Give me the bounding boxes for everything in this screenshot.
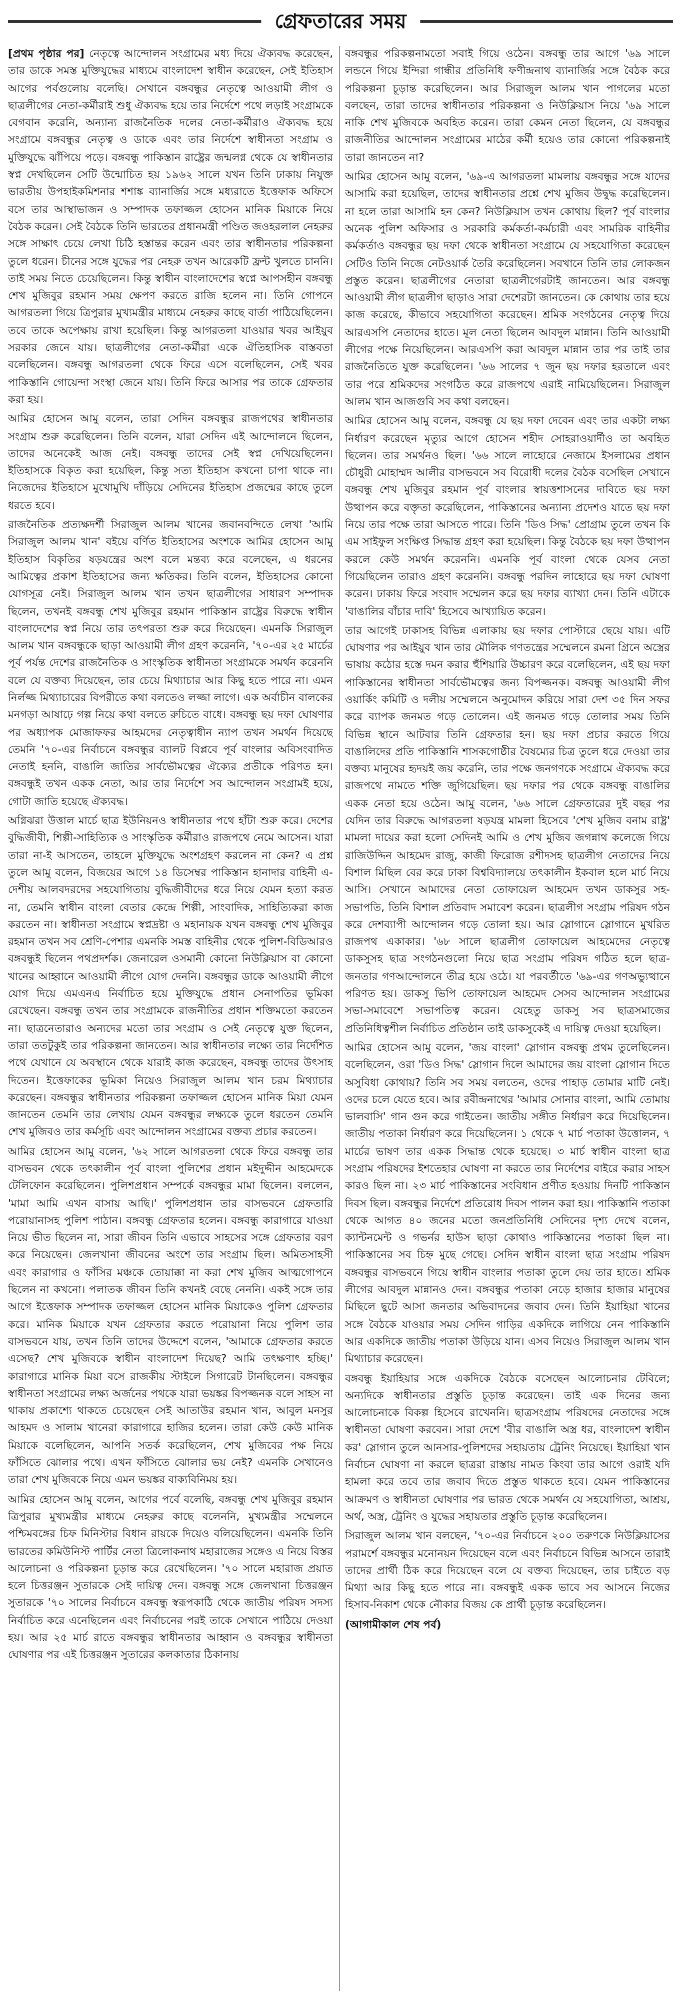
paragraph-left-6: [8, 1492, 333, 1665]
paragraph-right-1: [345, 46, 670, 167]
paragraph-text: আমির হোসেন আমু বলেন, আগের পর্বে বলেছি, বঙ্গবন্ধু শেখ মুজিবুর রহমান ত্রিপুরার মুখ্যমন্ত্রীর মাধ্যমে নেহরুর কাছে বলেননি, মুখ্যমন্ত্রীর সম্মেলনে পশ্চিমবঙ্গের চিফ মিনিস্টার বিধান রায়কে দিয়েও বলিয়েছিলেন। এমনকি তিনি ভারতের কমিউনিস্ট পার্টির নেতা ত্রিলোকনাথ মহারাজের সঙ্গেও এ নিয়ে বিস্তর আলোচনা ও পরিকল্পনা চূড়ান্ত করে রেখেছিলেন। '৭০ সালে মহারাজ প্রয়াত হলে চিত্তরঞ্জন সুতারকে সেই দায়িত্ব দেন। বঙ্গবন্ধু সঙ্গে জেলখানা চিত্তরঞ্জন সুতারকে '৭০ সালের নির্বাচনে বঙ্গবন্ধু স্বরূপকাঠি থেকে জাতীয় পরিষদ সদস্য নির্বাচিত করে এনেছিলেন এবং নির্বাচনের পরই তাকে সেখানে পাঠিয়ে দেওয়া হয়। আর ২৫ মার্চ রাতে বঙ্গবন্ধুর স্বাধীনতার আহ্বান ও বঙ্গবন্ধুর স্বাধীনতা ঘোষণার পর এই চিত্তরঞ্জন সুতারের কলকাতার ঠিকানায়: [8, 1493, 333, 1662]
paragraph-left-1: [8, 46, 333, 409]
paragraph-right-4: [345, 623, 670, 1038]
paragraph-text: রাজনৈতিক প্রত্যক্ষদর্শী সিরাজুল আলম খানের জবানবন্দিতে লেখা 'আমি সিরাজুল আলম খান' বইয়ে বর্ণিত ইতিহাসের অংশকে আমির হোসেন আমু ইতিহাস বিকৃতির ষড়যন্ত্রের অংশ বলে মন্তব্য করে বলেছেন, এ ধরনের আমিত্বের প্রকাশ ইতিহাসের জন্য ক্ষতিকর। তিনি বলেন, ইতিহাসের কোনো যোগসূত্র নেই। সিরাজুল আলম খান তখন ছাত্রলীগের সাধারণ সম্পাদক ছিলেন, তখনই বঙ্গবন্ধু শেখ মুজিবুর রহমান পাকিস্তান রাষ্ট্রের বিরুদ্ধে স্বাধীন বাংলাদেশের স্বপ্ন নিয়ে তার তৎপরতা শুরু করে দিয়েছেন। এমনকি সিরাজুল আলম খান বঙ্গবন্ধুকে ছাড়া আওয়ামী লীগ গ্রহণ করেননি, '৭০-এর ২৫ মার্চের পূর্ব পর্যন্ত দেশের রাজনৈতিক ও সাংস্কৃতিক স্বাধীনতা সংগ্রামকে সমর্থন করেননি বলে যে বক্তব্য দিয়েছেন, তার চেয়ে মিথ্যাচার আর কিছু হতে পারে না। এমন নির্লজ্জ মিথ্যাচারের বিপরীতে কথা বলতেও লজ্জা লাগে। এক অর্বাচীন বালকের মনগড়া আষাঢ়ে গল্প নিয়ে কথা বলতে রুচিতে বাধে। বঙ্গবন্ধু ছয় দফা ঘোষণার পর অধ্যাপক মোজাফফর আহমদের নেতৃত্বাধীন ন্যাপ তখন সমর্থন দিয়েছে তেমনি '৭০-এর নির্বাচনে বঙ্গবন্ধুর ব্যালট বিপ্লবে পূর্ব বাংলার অবিসংবাদিত নেতাই হননি, বাঙালি জাতির সার্বভৌমত্বের ঐক্যের প্রতীকে পরিণত হন। বঙ্গবন্ধুই তখন একক নেতা, আর তার নির্দেশে সব আন্দোলন সংগ্রামই হয়ে, গোটা জাতি হয়েছে ঐক্যবদ্ধ।: [8, 519, 333, 808]
article-title: গ্রেফতারের সময়: [261, 8, 421, 34]
continuation-note: (আগামীকাল শেষ পর্ব): [345, 1618, 442, 1631]
paragraph-text: তার আগেই ঢাকাসহ বিভিন্ন এলাকায় ছয় দফার পোস্টারে ছেয়ে যায়। এটি ঘোষণার পর আইয়ুব খান তার মৌলিক গণতন্ত্রের সম্মেলনে রমনা গ্রিনে অস্ত্রের ভাষায় কঠোর হস্তে দমন করার হুঁশিয়ারি উচ্চারণ করে বলেছিলেন, এই ছয় দফা পাকিস্তানের স্বাধীনতা সার্বভৌমত্বের জন্য বিপজ্জনক। বঙ্গবন্ধু আওয়ামী লীগ ওয়ার্কিং কমিটি ও দলীয় সম্মেলনে অনুমোদন করিয়ে সারা দেশ ৩৫ দিন সফর করে ব্যাপক জনমত গড়ে তোলেন। এই জনমত গড়ে তোলার সময় তিনি বিভিন্ন স্থানে আটবার তিনি গ্রেফতার হন। ছয় দফা প্রচার করতে গিয়ে বাঙালিদের প্রতি পাকিস্তানি শাসকগোষ্ঠীর বৈষম্যের চিত্র তুলে ধরে দেওয়া তার বক্তব্য মানুষের হৃদয়ই জয় করেনি, তার পক্ষে জনগণকে সংগ্রামে ঐক্যবদ্ধ করে রাজপথে নামতে শক্তি জুগিয়েছিল। ছয় দফার পর থেকে বঙ্গবন্ধু বাঙালির একক নেতা হয়ে ওঠেন। আমু বলেন, '৬৬ সালে গ্রেফতারের দুই বছর পর যেদিন তার বিরুদ্ধে আগরতলা ষড়যন্ত্র মামলা হিসেবে 'শেখ মুজিব বনাম রাষ্ট্র' মামলা দায়ের করা হলো সেদিনই আমি ও শেখ মুজিব জগন্নাথ কলেজে গিয়ে রাজিউদ্দিন আহমেদ রাজু, কাজী ফিরোজ রশীদসহ ছাত্রলীগ নেতাদের নিয়ে বিশাল মিছিল বের করে ঢাকা বিশ্ববিদ্যালয়ে তৎকালীন ইকবাল হলে মার্চ নিয়ে আসি। সেখানে আমাদের নেতা তোফায়েল আহমেদ তখন ডাকসুর সহ-সভাপতি, তিনি বিশাল প্রতিবাদ সমাবেশ করেন। ছাত্রলীগ সংগ্রাম পরিষদ গঠন করে দেশব্যাপী আন্দোলন গড়ে তোলা হয়। আর স্লোগানে স্লোগানে মুখরিত রাজপথ একাকার। '৬৮ সালে ছাত্রলীগ তোফায়েল আহমেদের নেতৃত্বে ডাকসুসহ ছাত্র সংগঠনগুলো নিয়ে ছাত্র সংগ্রাম পরিষদ গঠিত হলে ছাত্র-জনতার গণআন্দোলনে তীব্র হয়ে ওঠে। যা পরবর্তীতে '৬৯-এর গণঅভ্যুত্থানে পরিণত হয়। ডাকসু ভিপি তোফায়েল আহমেদ সেসব আন্দোলন সংগ্রামের সভা-সমাবেশে সভাপতিত্ব করেন। যেহেতু ডাকসু সব ছাত্রসমাজের প্রতিনিধিত্বশীল নির্বাচিত প্রতিষ্ঠান তাই ডাকসুকেই এ দায়িত্ব দেওয়া হয়েছিল।: [345, 624, 670, 1035]
left-column: [8, 46, 333, 1996]
continuation-marker: [প্রথম পৃষ্ঠার পর]: [8, 48, 85, 60]
article-header: [8, 8, 673, 34]
paragraph-text: আমির হোসেন আমু বলেন, 'জয় বাংলা' স্লোগান বঙ্গবন্ধু প্রথম তুলেছিলেন। বলেছিলেন, ওরা 'ডিও সিদ্ধ' স্লোগান দিলে আমাদের জয় বাংলা স্লোগান দিতে অসুবিধা কোথায়? তিনি সব সময় বলতেন, ওদের পাহাড় তোমার মাটি নেই। ওদের চলে যেতে হবে। আর রবীন্দ্রনাথের 'আমার সোনার বাংলা, আমি তোমায় ভালবাসি' গান গুন করে গাইতেন। জাতীয় সঙ্গীত নির্ধারণ করে দিয়েছিলেন। জাতীয় পতাকা নির্ধারণ করে দিয়েছিলেন। ১ থেকে ৭ মার্চ পতাকা উত্তোলন, ৭ মার্চের ভাষণ তার একক সিদ্ধান্ত থেকে হয়েছে। ৩ মার্চ স্বাধীন বাংলা ছাত্র সংগ্রাম পরিষদের ইশতেহার ঘোষণা না করতে তার নির্দেশের বাইরে করার সাহস কারও ছিল না। ২৩ মার্চ পাকিস্তানের সংবিধান প্রণীত হওয়ায় দিনটি পাকিস্তান দিবস ছিল। বঙ্গবন্ধুর নির্দেশে প্রতিরোধ দিবস পালন করা হয়। পাকিস্তানি পতাকা থেকে আগত ৪০ জনের মতো জনপ্রতিনিধি সেদিনের দৃশ্য দেখে বলেন, ক্যান্টনমেন্ট ও গভর্নর হাউস ছাড়া কোথাও পাকিস্তানের পতাকা ছিল না। পাকিস্তানের সব চিহ্ন মুছে গেছে। সেদিন স্বাধীন বাংলা ছাত্র সংগ্রাম পরিষদ বঙ্গবন্ধুর বাসভবনে গিয়ে স্বাধীন বাংলার পতাকা তুলে দেয় তার হাতে। শ্রমিক লীগের আবদুল মান্নানও দেন। বঙ্গবন্ধুর পতাকা নেড়ে হাজার হাজার মানুষের মিছিলে ছুটে আসা জনতার অভিবাদনের জবাব দেন। তিনি ইয়াহিয়া খানের সঙ্গে বৈঠকে যাওয়ার সময় সেদিন গাড়ির একদিকে লাগিয়ে নেন পাকিস্তানি আর একদিকে জাতীয় পতাকা উড়িয়ে যান। এসব নিয়েও সিরাজুল আলম খান মিথ্যাচার করেছেন।: [345, 1041, 670, 1366]
paragraph-right-7: [345, 1528, 670, 1614]
paragraph-right-3: [345, 413, 670, 621]
paragraph-text: বঙ্গবন্ধু ইয়াহিয়ার সঙ্গে একদিকে বৈঠকে বসেছেন আলোচনার টেবিলে; অন্যদিকে স্বাধীনতার প্রস্তুতি চূড়ান্ত করেছেন। তাই এক দিনের জন্য আলোচনাকে বিকল্প হিসেবে রাখেননি। ছাত্রসংগ্রাম পরিষদের নেতাদের সঙ্গে স্বাধীনতা ঘোষণা করবেন। সারা দেশে 'বীর বাঙালি অস্ত্র ধর, বাংলাদেশ স্বাধীন কর' স্লোগান তুলে আনসার-পুলিশদের সহায়তায় ট্রেনিং নিয়েছে। ইয়াহিয়া খান নির্বাচন ঘোষণা না করলে ছাত্ররা রাস্তায় নামত কিংবা তার আগে ওরাই যদি হামলা করে তবে তার জবাব দিতে প্রস্তুত থাকতে হবে। যেমন পাকিস্তানের আক্রমণ ও স্বাধীনতা ঘোষণার পর ভারত থেকে সমর্থন যে সহযোগিতা, আশ্রয়, অর্থ, অস্ত্র, ট্রেনিং ও যুদ্ধের সহায়তার প্রস্তুতি চূড়ান্ত করেছিলেন।: [345, 1372, 670, 1523]
paragraph-text: আমির হোসেন আমু বলেন, বঙ্গবন্ধু যে ছয় দফা দেবেন এবং তার একটা লক্ষ্য নির্ধারণ করেছেন মৃত্যুর আগে হোসেন শহীদ সোহরাওয়ার্দীও তা অবহিত ছিলেন। তার সমর্থনও ছিল। '৬৬ সালে লাহোরে নেজামে ইসলামের প্রধান চৌধুরী মোহাম্মদ আলীর বাসভবনে সব বিরোধী দলের বৈঠক বসেছিল সেখানে বঙ্গবন্ধু শেখ মুজিবুর রহমান পূর্ব বাংলার স্বায়ত্তশাসনের দাবিতে ছয় দফা উত্থাপন করে বক্তৃতা করেছিলেন, পাকিস্তানের অন্যান্য প্রদেশও যাতে ছয় দফা নিয়ে তার পক্ষে তারা আসতে পারে। তিনি 'ডিও সিদ্ধ' প্রোগ্রাম তুলে তখন কি এম সাইফুল সংক্ষিপ্ত সিদ্ধান্ত গ্রহণ করা হয়েছিল। কিন্তু বৈঠকে ছয় দফা উত্থাপন করলে কেউ সমর্থন করেননি। এমনকি পূর্ব বাংলা থেকে যেসব নেতা গিয়েছিলেন তারাও গ্রহণ করেননি। বঙ্গবন্ধু পরদিন লাহোরে ছয় দফা ঘোষণা করেন। ঢাকায় ফিরে সংবাদ সম্মেলন করে ছয় দফার ব্যাখ্যা দেন। তিনি এটাকে 'বাঙালির বাঁচার দাবি' হিসেবে আখ্যায়িত করেন।: [345, 415, 670, 618]
paragraph-text: অগ্নিঝরা উত্তাল মার্চে ছাত্র ইউনিয়নও স্বাধীনতার পথে হাঁটা শুরু করে। দেশের বুদ্ধিজীবী, শিল্পী-সাহিত্যিক ও সাংস্কৃতিক কর্মীরাও রাজপথে নেমে আসেন। যারা তারা না-ই আসতেন, তাহলে মুক্তিযুদ্ধে অংশগ্রহণ করলেন না কেন? এ প্রশ্ন তুলে আমু বলেন, বিজয়ের আগে ১৪ ডিসেম্বর পাকিস্তান হানাদার বাহিনী এ-দেশীয় আলবদরদের সহযোগিতায় বুদ্ধিজীবীদের ধরে নিয়ে যেমন হত্যা করত না, তেমনি স্বাধীন বাংলা বেতার কেন্দ্রে শিল্পী, সাংবাদিক, সাহিত্যিকরা কাজ করতেন না। স্বাধীনতা সংগ্রামে স্বপ্নদ্রষ্টা ও মহানায়ক যখন বঙ্গবন্ধু শেখ মুজিবুর রহমান তখন সব শ্রেণি-পেশার এমনকি সমস্ত বাহিনীর থেকে পুলিশ-বিডিআরও বঙ্গবন্ধুই ছিলেন পথপ্রদর্শক। জেনারেল ওসমানী কোনো নিউক্লিয়াস বা কোনো খানের আহ্বানে আওয়ামী লীগে যোগ দেননি। বঙ্গবন্ধুর ডাকে আওয়ামী লীগে যোগ দিয়ে এমএনএ নির্বাচিত হয়ে মুক্তিযুদ্ধে প্রধান সেনাপতির ভূমিকা রেখেছেন। বঙ্গবন্ধু তখন তার সংগ্রামকে রাজনীতির প্রধান শক্তিমতো করতেন না। ছাত্রনেতারাও অন্যদের মতো তার সংগ্রাম ও সেই নেতৃত্বে যুক্ত ছিলেন, তারা ততটুকুই তার পরিকল্পনা জানতেন। আর স্বাধীনতার লক্ষ্যে তার নির্দেশিত পথে যেখানে যে অবস্থানে থেকে যারাই কাজ করেছেন, বঙ্গবন্ধু তাদের উৎসাহ দিতেন। ইত্তেফাকের ভূমিকা নিয়েও সিরাজুল আলম খান চরম মিথ্যাচার করেছেন। বঙ্গবন্ধুর স্বাধীনতার পরিকল্পনা তফাজ্জল হোসেন মানিক মিয়া যেমন জানতেন তেমনি তার লেখায় যেমন বঙ্গবন্ধুর লক্ষ্যকে তুলে ধরতেন তেমনি শেখ মুজিবও তার কর্মসূচি এবং আন্দোলন সংগ্রামের বক্তব্য প্রচার করতেন।: [8, 815, 333, 1139]
paragraph-left-3: [8, 517, 333, 811]
paragraph-right-6: [345, 1371, 670, 1527]
paragraph-left-2: [8, 411, 333, 515]
paragraph-right-5: [345, 1040, 670, 1369]
paragraph-text: আমির হোসেন আমু বলেন, তারা সেদিন বঙ্গবন্ধুর রাজপথের স্বাধীনতার সংগ্রাম শুরু করেছিলেন। তিনি বলেন, যারা সেদিন এই আন্দোলনে ছিলেন, তাদের অনেকেই আজ নেই। বঙ্গবন্ধু তাদের সেই স্বপ্ন দেখিয়েছিলেন। ইতিহাসকে বিকৃত করা হয়েছিল, কিন্তু সত্য ইতিহাস কখনো চাপা থাকে না। নিজেদের ইতিহাসে মুখোমুখি দাঁড়িয়ে সেদিনের ইতিহাস প্রজন্মের কাছে তুলে ধরতে হবে।: [8, 413, 333, 512]
paragraph-text: আমির হোসেন আমু বলেন, '৬৯-এ আগরতলা মামলায় বঙ্গবন্ধুর সঙ্গে যাদের আসামি করা হয়েছিল, তাদের স্বাধীনতার প্রশ্নে শেখ মুজিব উদ্বুদ্ধ করেছিলেন। না হলে তারা আসামি হন কেন? নিউক্লিয়াস তখন কোথায় ছিল? পূর্ব বাংলার অনেক পুলিশ অফিসার ও সরকারি কর্মকর্তা-কর্মচারী এবং সামরিক বাহিনীর কর্মকর্তাও বঙ্গবন্ধুর ছয় দফা থেকে স্বাধীনতা সংগ্রামে যে সহযোগিতা করেছেন সেটিও তিনি নিজে নেটওয়ার্ক তৈরি করেছিলেন। সবখানে তিনি তার লোকজন প্রস্তুত করেন। ছাত্রলীগের নেতারা ছাত্রলীগেরটাই জানতেন। আর বঙ্গবন্ধু আওয়ামী লীগ ছাত্রলীগ ছাড়াও সারা দেশেরটা জানতেন। কে কোথায় তার হয়ে কাজ করেছে, কীভাবে সহযোগিতা করেছেন। শ্রমিক সংগঠনের নেতৃত্ব দিয়ে আরএসপি নেতাদের হাতে। মূল নেতা ছিলেন আবদুল মান্নান। তিনি আওয়ামী লীগের পক্ষে নিয়েছিলেন। আরএসপি করা আবদুল মান্নান তার পর তাই তার রাজনৈতিতে যুক্ত করেছিলেন। '৬৬ সালের ৭ জুন ছয় দফার হরতালে এবং তার পরে শ্রমিকদের সংগঠিত করে রাজপথে এরাই নামিয়েছিলেন। সিরাজুল আলম খান আজগুবি সব কথা বলছেন।: [345, 171, 670, 408]
right-column: [345, 46, 670, 1996]
paragraph-right-2: [345, 169, 670, 411]
paragraph-text: নেতৃত্বে আন্দোলন সংগ্রামের মধ্য দিয়ে ঐক্যবদ্ধ করেছেন, তার ডাকে সমস্ত মুক্তিযুদ্ধের মাধ্যমে বাংলাদেশ স্বাধীন করেছেন, সেই ইতিহাস আগের পর্বগুলোয় বলেছি। সেখানে বঙ্গবন্ধুর নেতৃত্বে আওয়ামী লীগ ও ছাত্রলীগের নেতা-কর্মীরাই শুধু ঐক্যবদ্ধ হয়ে তার নির্দেশে পথে লড়াই সংগ্রামকে বেগবান করেনি, অন্যান্য রাজনৈতিক দলের নেতা-কর্মীরাও ঐক্যবদ্ধ হয়ে সংগ্রামে বঙ্গবন্ধুর নেতৃত্ব ও ডাকে এবং তার নির্দেশে স্বাধীনতা সংগ্রাম ও মুক্তিযুদ্ধে ঝাঁপিয়ে পড়ে। বঙ্গবন্ধু পাকিস্তান রাষ্ট্রের জন্মলগ্ন থেকে যে স্বাধীনতার স্বপ্ন দেখছিলেন সেটি উন্মোচিত হয় ১৯৬২ সালে যখন তিনি ঢাকায় নিযুক্ত ভারতীয় উপহাইকমিশনার শশাঙ্ক ব্যানার্জির সঙ্গে মধ্যরাতে ইত্তেফাক অফিসে বসে তার আস্থাভাজন ও সম্পাদক তফাজ্জল হোসেন মানিক মিয়াকে নিয়ে বৈঠক করেন। সেই বৈঠকে তিনি ভারতের প্রধানমন্ত্রী পণ্ডিত জওহরলাল নেহরুর সঙ্গে সাক্ষাৎ চেয়ে লেখা চিঠি হস্তান্তর করেন এবং তার স্বাধীনতার পরিকল্পনা তুলে ধরেন। চীনের সঙ্গে যুদ্ধের পর নেহরু তখন আরেকটি ফ্রন্ট খুলতে চাননি। তাই সময় নিতে চেয়েছিলেন। কিন্তু স্বাধীন বাংলাদেশের স্বপ্নে আপসহীন বঙ্গবন্ধু শেখ মুজিবুর রহমান সময় ক্ষেপণ করতে রাজি হলেন না। তিনি গোপনে আগরতলা গিয়ে ত্রিপুরার মুখ্যমন্ত্রীর মাধ্যমে নেহরুর কাছে বার্তা পাঠিয়েছিলেন। তবে তাকে অপেক্ষায় রাখা হয়েছিল। কিন্তু আগরতলা যাওয়ার খবর আইয়ুব সরকার জেনে যায়। ছাত্রলীগের নেতা-কর্মীরা একে ঐতিহাসিক বাস্তবতা বলেছিলেন। বঙ্গবন্ধু আগরতলা থেকে ফিরে এসে বলেছিলেন, সেই খবর পাকিস্তানি গোয়েন্দা সংস্থা জেনে যায়। তিনি ফিরে আসার পর তাকে গ্রেফতার করা হয়।: [8, 48, 333, 406]
paragraph-text: বঙ্গবন্ধুর পরিকল্পনামতো সবাই গিয়ে ওঠেন। বঙ্গবন্ধু তার আগে '৬৯ সালে লন্ডনে গিয়ে ইন্দিরা গান্ধীর প্রতিনিধি ফণীন্দ্রনাথ ব্যানার্জির সঙ্গে বৈঠক করে পরিকল্পনা চূড়ান্ত করেছিলেন। আর সিরাজুল আলম খান পাগলের মতো বলছেন, তারা তাদের স্বাধীনতার পরিকল্পনা ও নিউক্লিয়াস নিয়ে '৬৯ সালে নাকি শেখ মুজিবকে অবহিত করেন। তারা কেমন নেতা ছিলেন, যে বঙ্গবন্ধুর রাজনীতির আন্দোলন সংগ্রামের মাঠের কর্মী হয়েও তার কোনো পরিকল্পনাই তারা জানতেন না?: [345, 48, 670, 164]
column-divider: [339, 46, 340, 1991]
paragraph-text: সিরাজুল আলম খান বলছেন, '৭০-এর নির্বাচনে ২০০ তরুণকে নিউক্লিয়াসের পরামর্শে বঙ্গবন্ধুর মনোনয়ন দিয়েছেন বলে এবং নির্বাচনে বিভিন্ন আসনে তারাই তাদের প্রার্থী ঠিক করে দিয়েছেন বলে যে বক্তব্য দিয়েছেন, তার চাইতে বড় মিথ্যা আর কিছু হতে পারে না। বঙ্গবন্ধুই একক ভাবে সব আসনে নিজের হিসাব-নিকাশ থেকে নৌকার বিজয় কে প্রার্থী চূড়ান্ত করেছিলেন।: [345, 1530, 670, 1612]
paragraph-text: আমির হোসেন আমু বলেন, '৬২ সালে আগরতলা থেকে ফিরে বঙ্গবন্ধু তার বাসভবন থেকে তৎকালীন পূর্ব বাংলা পুলিশের প্রধান মইদুদ্দীন আহমেদকে টেলিফোন করেছিলেন। পুলিশপ্রধান সম্পর্কে বঙ্গবন্ধুর মামা ছিলেন। বললেন, 'মামা আমি এখন বাসায় আছি।' পুলিশপ্রধান তার বাসভবনে গ্রেফতারি পরোয়ানাসহ পুলিশ পাঠান। বঙ্গবন্ধু গ্রেফতার হলেন। বঙ্গবন্ধু কারাগারে যাওয়া নিয়ে ভীত ছিলেন না, সারা জীবন তিনি এভাবে সাহসের সঙ্গে গ্রেফতার বরণ করে নিয়েছেন। জেলখানা জীবনের অংশে তার সংগ্রাম ছিল। অমিতসাহসী এবং কারাগার ও ফাঁসির মঞ্চকে তোয়াক্কা না করা শেখ মুজিব আত্মগোপনে ছিলেন না কখনো। পলাতক জীবন তিনি কখনই বেছে নেননি। একই সঙ্গে তার আগে ইত্তেফাক সম্পাদক তফাজ্জল হোসেন মানিক মিয়াকেও পুলিশ গ্রেফতার করে। মানিক মিয়াকে যখন গ্রেফতার করতে পরোয়ানা নিয়ে পুলিশ তার বাসভবনে যায়, তখন তিনি তাদের উদ্দেশে বলেন, 'আমাকে গ্রেফতার করতে এসেছ? শেখ মুজিবকে স্বাধীন বাংলাদেশ দিয়েছ? আমি তৎক্ষণাৎ হচ্ছি।' কারাগারে মানিক মিয়া বসে রাজকীয় স্টাইলে সিগারেট টানছিলেন। বঙ্গবন্ধুর স্বাধীনতা সংগ্রামের লক্ষ্য অর্জনের পথকে যারা ভয়ঙ্কর বিপজ্জনক বলে সাহস না থাকায় প্রকাশ্যে থাকতে চেয়েছেন সেই আতাউর রহমান খান, আবুল মনসুর আহমদ ও সালাম খানেরা কারাগারে হাজির হলেন। তারা কেউ কেউ মানিক মিয়াকে বলেছিলেন, আপনি সতর্ক করেছিলেন, শেখ মুজিবের পক্ষ নিয়ে ফাঁসিতে ঝোলার পথে। এখন ফাঁসিতে ঝোলার ভয় নেই? এমনকি সেখানেও তারা শেখ মুজিবকে নিয়ে এমন ভয়ঙ্কর বাক্যবিনিময় হয়।: [8, 1145, 333, 1487]
paragraph-left-4: [8, 813, 333, 1142]
paragraph-left-5: [8, 1144, 333, 1490]
